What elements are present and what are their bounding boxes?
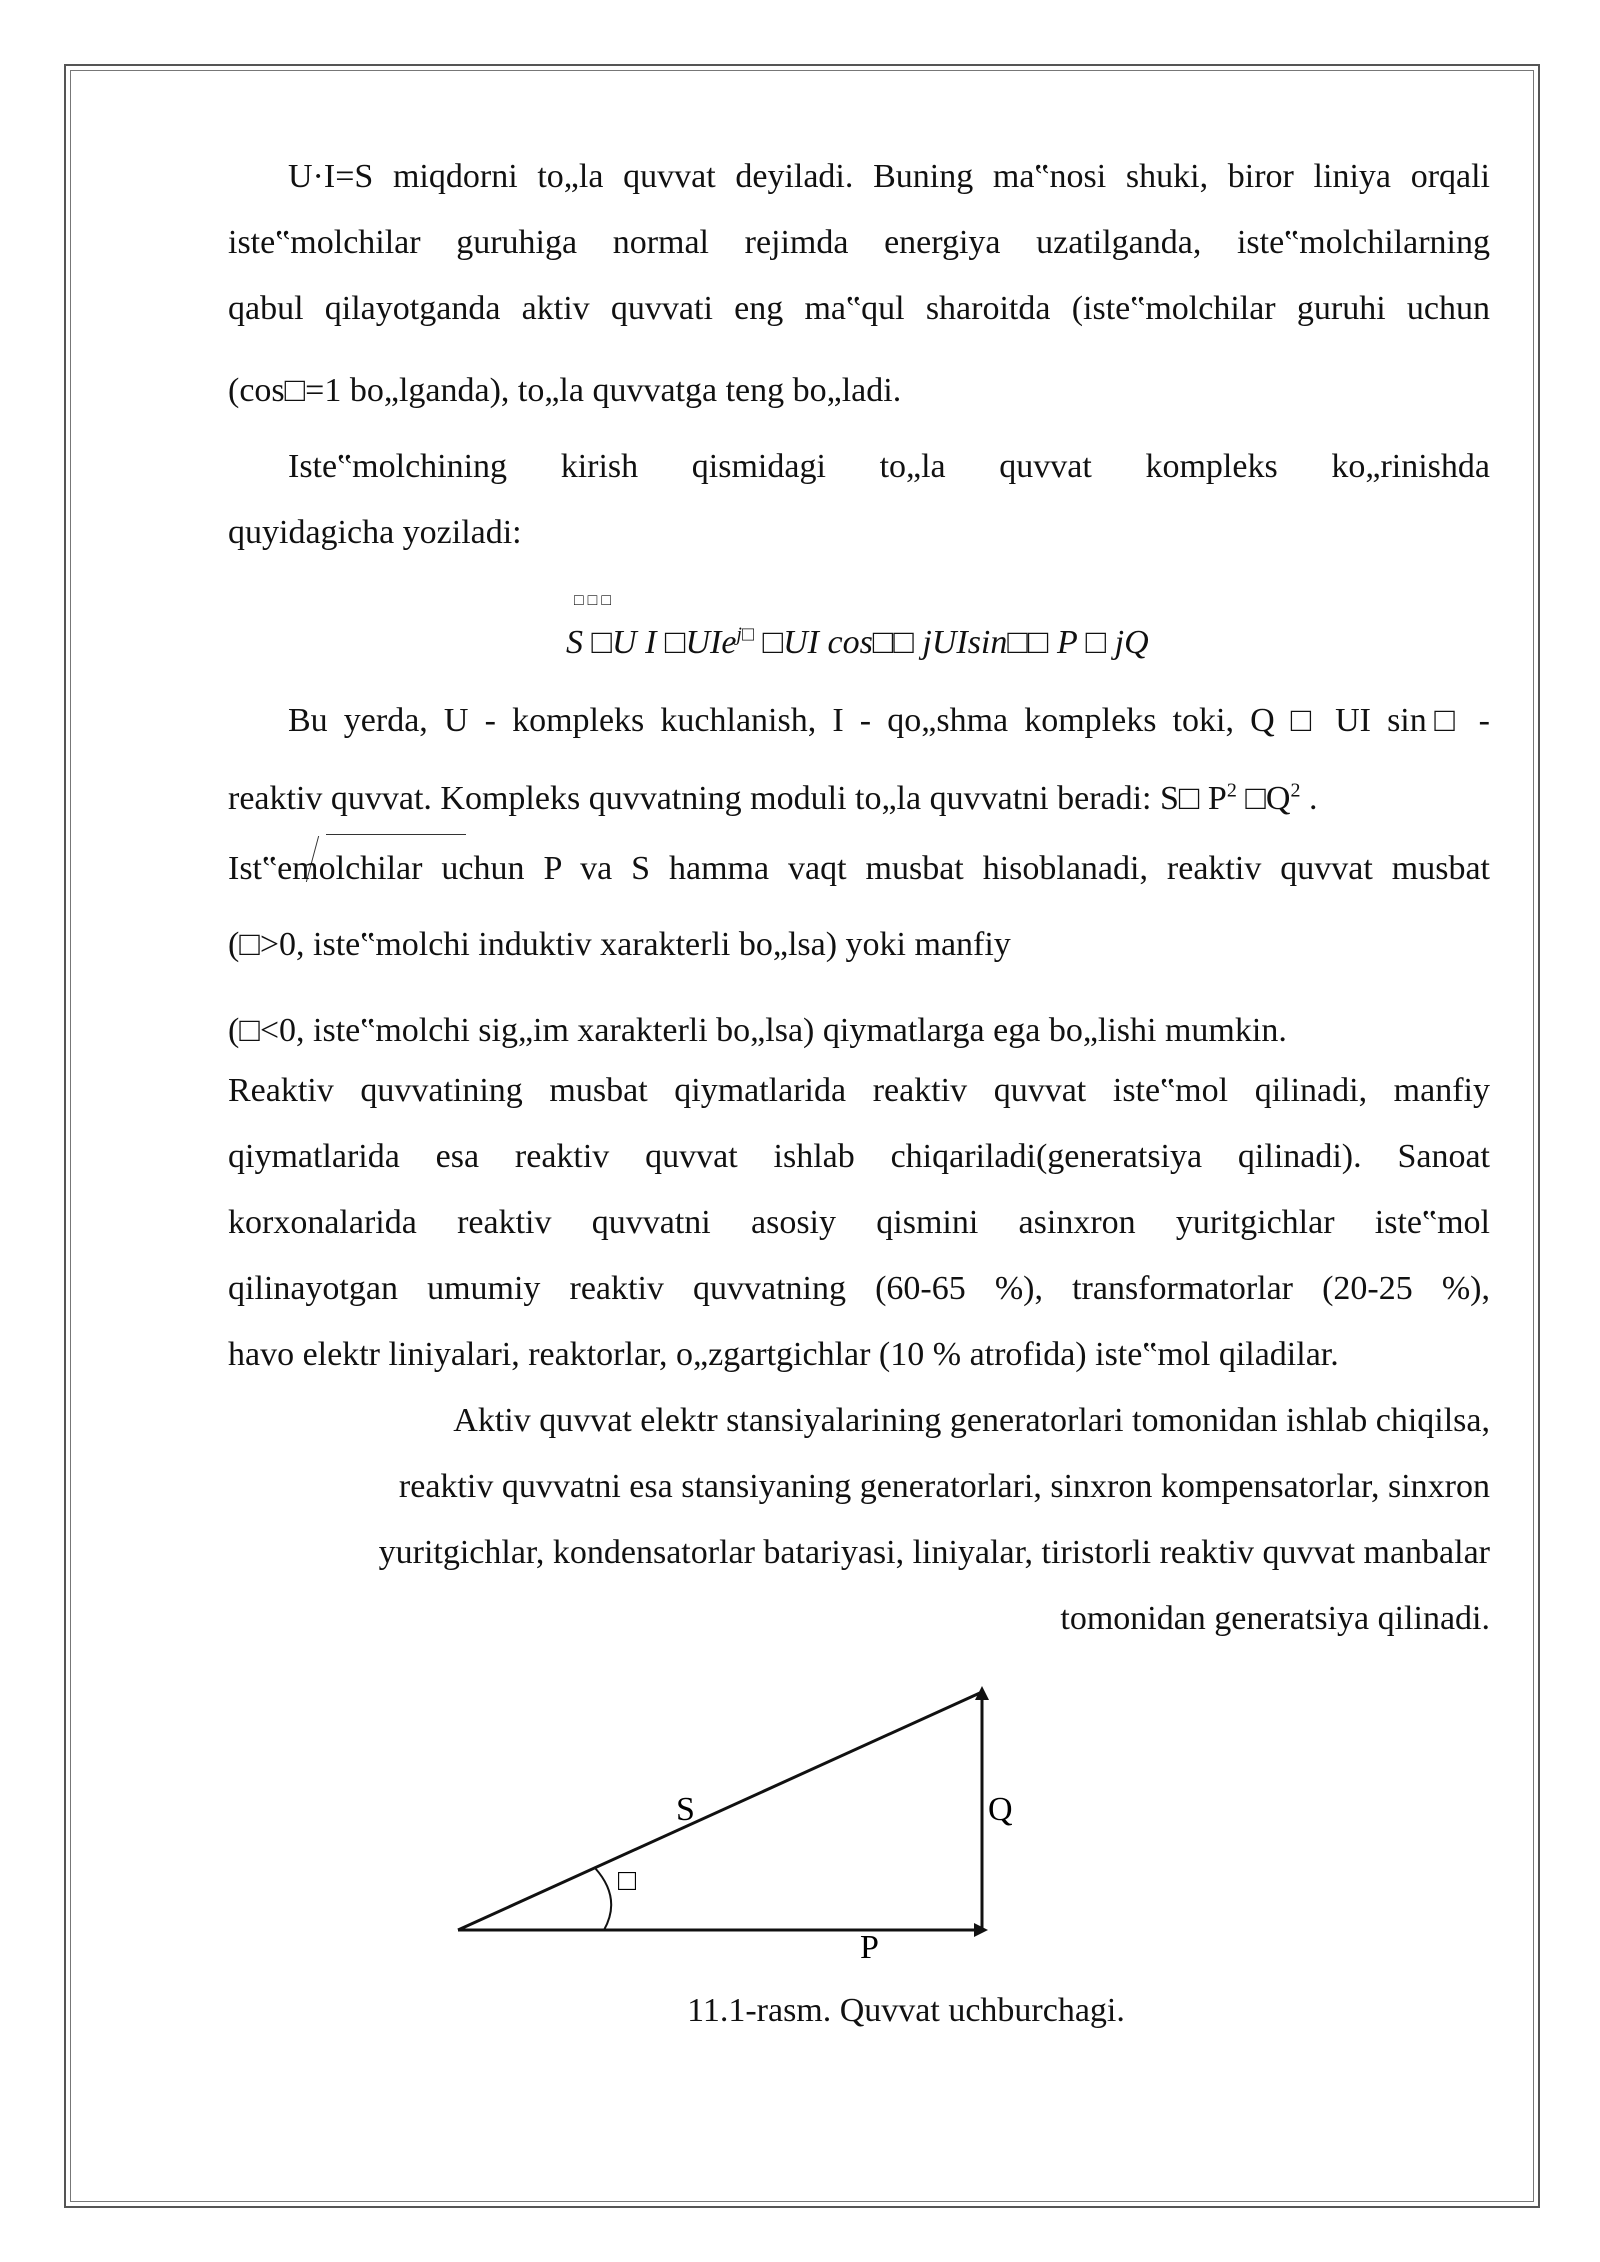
figure-caption: 11.1-rasm. Quvvat uchburchagi. [687,1992,1125,2029]
paragraph-3-line-1: Bu yerda, U - kompleks kuchlanish, I - qo„shma kompleks toki, Q □ UI sin□ - [288,702,1490,739]
paragraph-4-line-1: Reaktiv quvvatining musbat qiymatlarida reaktiv quvvat iste‟mol qilinadi, manfiy [228,1072,1490,1109]
paragraph-2-line-1: Iste‟molchining kirish qismidagi to„la quvvat kompleks ko„rinishda [288,448,1490,485]
formula-q: □Q [1236,780,1291,817]
formula-rest: □UI cos□□ jUIsin□□ P □ jQ [754,624,1149,661]
paragraph-4-line-3: korxonalarida reaktiv quvvatni asosiy qismini asinxron yuritgichlar iste‟mol [228,1204,1490,1241]
paragraph-3-line-2-text: reaktiv quvvat. Kompleks quvvatning moduli to„la quvvatni beradi: S□ P [228,780,1227,817]
paragraph-4-line-4: qilinayotgan umumiy reaktiv quvvatning (60-65 %), transformatorlar (20-25 %), [228,1270,1490,1307]
formula-exponent: j□ [736,623,755,646]
paragraph-1-line-3: qabul qilayotganda aktiv quvvati eng ma‟qul sharoitda (iste‟molchilar guruhi uchun [228,290,1490,327]
paragraph-3-line-5: (□<0, iste‟molchi sig„im xarakterli bo„lsa) qiymatlarga ega bo„lishi mumkin. [228,1012,1287,1049]
label-p: P [860,1929,879,1966]
paragraph-5-line-4: tomonidan generatsiya qilinadi. [1060,1600,1490,1637]
exponent-p: 2 [1226,779,1237,802]
label-q: Q [988,1791,1013,1828]
paragraph-3-line-3: Ist‟emolchilar uchun P va S hamma vaqt musbat hisoblanadi, reaktiv quvvat musbat [228,850,1490,887]
label-s: S [676,1791,695,1828]
phase-angle-arc [595,1868,611,1930]
paragraph-2-line-2: quyidagicha yoziladi: [228,514,522,551]
formula-main: S □U I □UIe [566,624,737,661]
label-phase-angle: □ [618,1864,637,1897]
apparent-power-line [458,1692,982,1930]
paragraph-1-line-4: (cos□=1 bo„lganda), to„la quvvatga teng bo„ladi. [228,372,902,409]
paragraph-5-line-1: Aktiv quvvat elektr stansiyalarining generatorlari tomonidan ishlab chiqilsa, [453,1402,1490,1439]
formula-accent-marks: □ □ □ [574,592,611,609]
paragraph-5-line-2: reaktiv quvvatni esa stansiyaning generatorlari, sinxron kompensatorlar, sinxron [398,1468,1490,1505]
formula-end: . [1300,780,1318,817]
paragraph-4-line-5: havo elektr liniyalari, reaktorlar, o„zgartgichlar (10 % atrofida) iste‟mol qiladilar. [228,1336,1339,1373]
paragraph-5-line-3: yuritgichlar, kondensatorlar batariyasi, liniyalar, tiristorli reaktiv quvvat manbalar [378,1534,1490,1571]
paragraph-1-line-1: U·I=S miqdorni to„la quvvat deyiladi. Buning ma‟nosi shuki, biror liniya orqali [288,158,1490,195]
exponent-q: 2 [1290,779,1301,802]
paragraph-4-line-2: qiymatlarida esa reaktiv quvvat ishlab chiqariladi(generatsiya qilinadi). Sanoat [228,1138,1490,1175]
paragraph-3-line-4: (□>0, iste‟molchi induktiv xarakterli bo„lsa) yoki manfiy [228,926,1011,963]
paragraph-1-line-2: iste‟molchilar guruhiga normal rejimda energiya uzatilganda, iste‟molchilarning [228,224,1490,261]
